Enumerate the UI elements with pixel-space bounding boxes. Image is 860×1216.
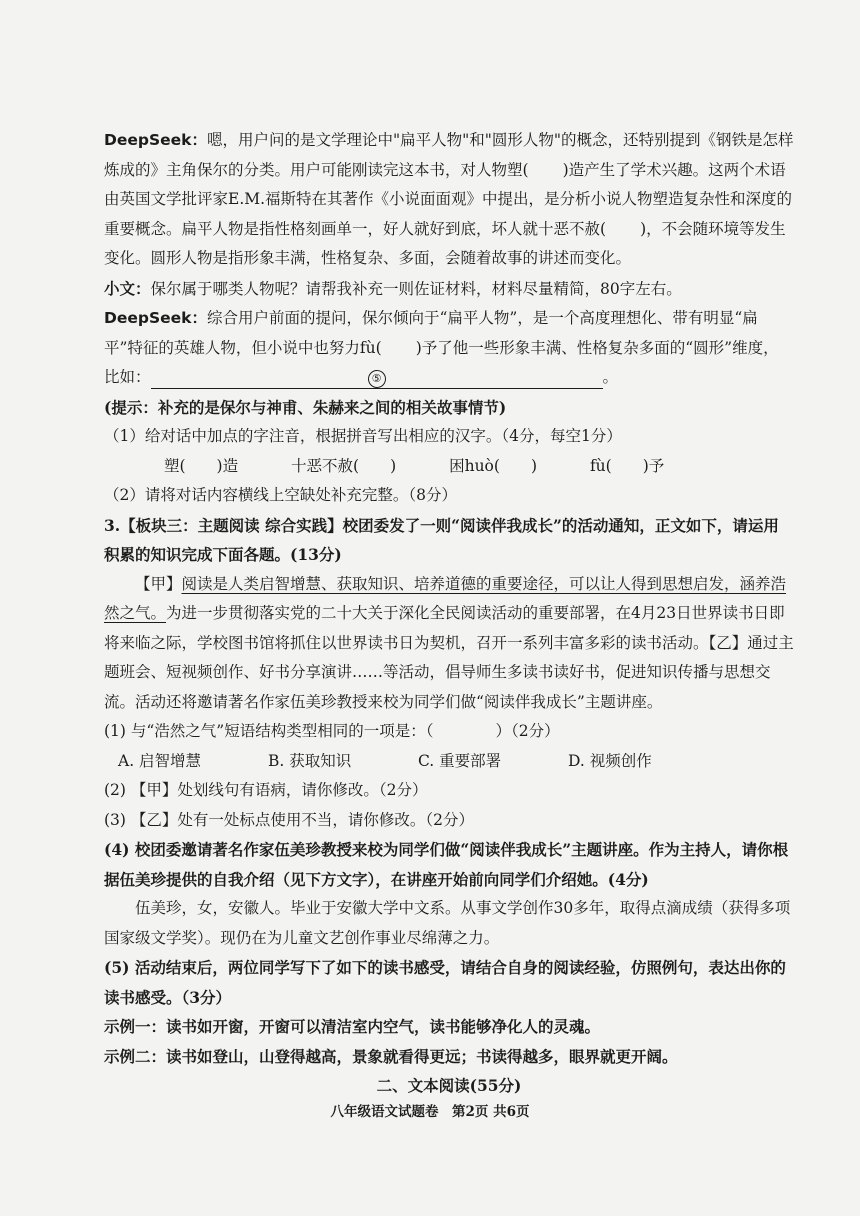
deepseek-reply-1: DeepSeek：嗯，用户问的是文学理论中"扁平人物"和"圆形人物"的概念，还特别提到《钢铁是怎样炼成的》主角保尔的分类。用户可能刚读完这本书，对人物塑( )造产生了学术兴趣。这两个术语由英国文学批评家E.M.福斯特在其著作《小说面面观》中提出，是分析小说人物塑造复杂性和深度的重要概念。扁平人物是指性格刻画单一，好人就好到底，坏人就十恶不赦( )，不会随环境等发生变化。圆形人物是指形象丰满，性格复杂、多面，会随着故事的讲述而变化。 (104, 131, 794, 267)
option-b: B. 获取知识 (268, 751, 352, 770)
option-c: C. 重要部署 (418, 751, 502, 770)
notice-paragraph: 【甲】阅读是人类启智增慧、获取知识、培养道德的重要途径，可以让人得到思想启发，涵养浩然之气。为进一步贯彻落实党的二十大关于深化全民阅读活动的重要部署，在4月23日世界读书日即将来临之际，学校图书馆将抓住以世界读书日为契机，召开一系列丰富多彩的读书活动。【乙】通过主题班会、短视频创作、好书分享演讲……等活动，倡导师生多读书读好书，促进知识传播与思想交流。活动还将邀请著名作家伍美珍教授来校为同学们做“阅读伴我成长”主题讲座。 (104, 574, 794, 711)
pinyin-item-3: 困huò( ) (449, 456, 537, 475)
pinyin-item-1: 塑( )造 (164, 456, 239, 475)
xiaowen-message: 小文：保尔属于哪类人物呢？请帮我补充一则佐证材料，材料尽量精简，80字左右。 (104, 278, 682, 298)
answer-line-5 (151, 367, 603, 389)
example-1: 示例一：读书如开窗，开窗可以清洁室内空气，读书能够净化人的灵魂。 (104, 1017, 601, 1036)
options (104, 747, 794, 777)
pinyin-row (104, 452, 794, 482)
speaker-xiaowen: 小文： (104, 278, 151, 298)
option-a: A. 启智增慧 (118, 751, 202, 770)
q3-s3: (3) 【乙】处有一处标点使用不当，请你修改。（2分） (104, 810, 474, 829)
q3-header: 3.【板块三：主题阅读 综合实践】校团委发了一则“阅读伴我成长”的活动通知，正文如下，请运用积累的知识完成下面各题。(13分) (104, 515, 779, 564)
blank-marker: ⑤ (368, 370, 386, 388)
q3-s2: (2) 【甲】处划线句有语病，请你修改。（2分） (104, 781, 428, 799)
jia-mark: 【甲】 (135, 574, 182, 593)
hint: (提示：补充的是保尔与神甫、朱赫来之间的相关故事情节) (104, 397, 507, 417)
q2-sub2: （2）请将对话内容横线上空缺处补充完整。（8分） (104, 486, 457, 504)
q3-s4: (4) 校团委邀请著名作家伍美珍教授来校为同学们做“阅读伴我成长”主题讲座。作为主持人，请你根据伍美珍提供的自我介绍（见下方文字），在讲座开始前向同学们介绍她。(4分) (104, 840, 789, 889)
pinyin-item-2: 十恶不赦( ) (291, 456, 397, 475)
q2-sub1: （1）给对话中加点的字注音，根据拼音写出相应的汉字。（4分，每空1分） (104, 427, 622, 445)
option-d: D. 视频创作 (568, 751, 652, 770)
q3-s5: (5) 活动结束后，两位同学写下了如下的读书感受，请结合自身的阅读经验，仿照例句，表达出你的读书感受。（3分） (104, 958, 786, 1007)
speaker-deepseek: DeepSeek： (104, 131, 207, 149)
q3-s1: (1) 与“浩然之气”短语结构类型相同的一项是：（ ）（2分） (104, 722, 560, 740)
example-2: 示例二：读书如登山，山登得越高，景象就看得更远；书读得越多，眼界就更开阔。 (104, 1046, 678, 1066)
page-content (104, 126, 794, 1101)
section-2-title: 二、文本阅读(55分) (376, 1076, 522, 1095)
deepseek-reply-2: DeepSeek：综合用户前面的提问，保尔倾向于“扁平人物”，是一个高度理想化、带有明显“扁平”特征的英雄人物，但小说中也努力fù( )予了他一些形象丰满、性格复杂多面的“圆形”维度，比如： ⑤ 。 (104, 304, 794, 393)
page-footer: 八年级语文试题卷 第2页 共6页 (330, 1104, 530, 1120)
author-intro: 伍美珍，女，安徽人。毕业于安徽大学中文系。从事文学创作30多年，取得点滴成绩（获得多项国家级文学奖）。现仍在为儿童文艺创作事业尽绵薄之力。 (104, 899, 791, 947)
jia-sentence: 阅读是人类启智增慧、获取知识、培养道德的重要途径，可以让人得到思想启发，涵养浩然之气。 (104, 574, 787, 622)
pinyin-item-4: fù( )予 (589, 456, 665, 475)
speaker-deepseek: DeepSeek： (104, 309, 207, 327)
